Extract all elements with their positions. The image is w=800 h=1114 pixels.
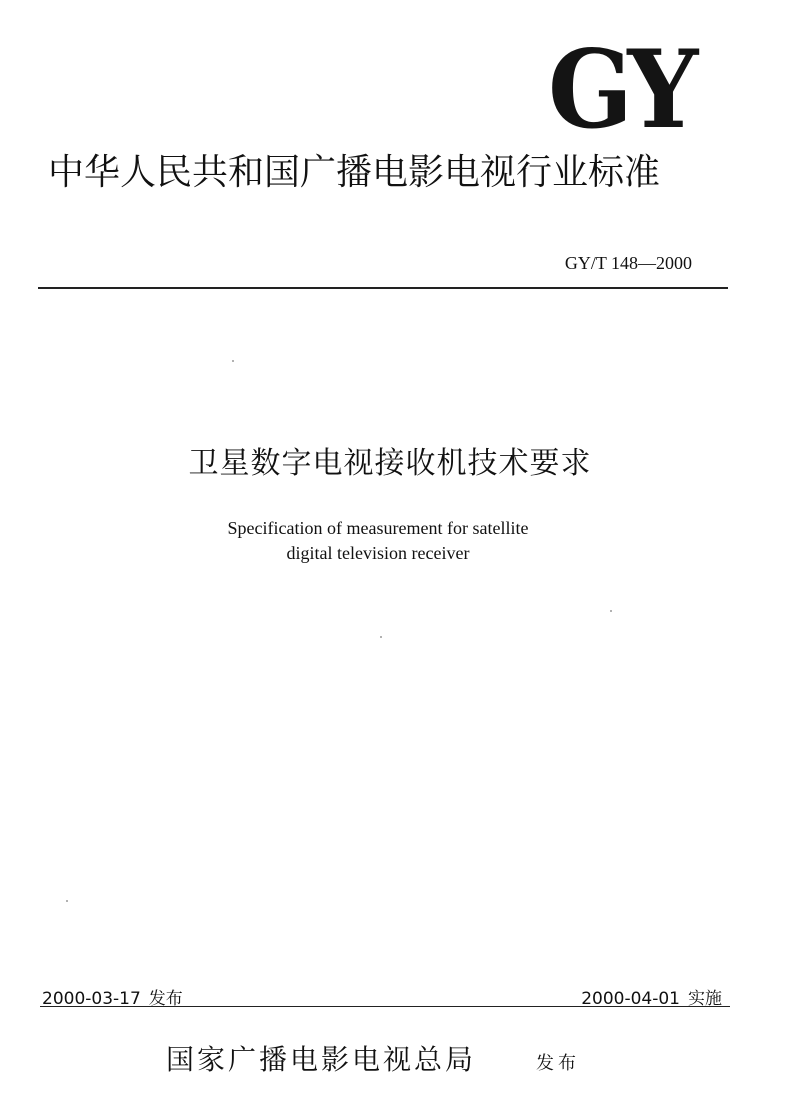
english-title-line-1: Specification of measurement for satellite — [227, 518, 529, 538]
issue-date: 2000-03-17 — [42, 989, 141, 1009]
header-divider — [38, 287, 728, 289]
document-title-english — [0, 516, 756, 566]
scan-speck — [66, 900, 68, 902]
publisher-name: 国家广播电影电视总局 — [166, 1043, 477, 1076]
implement-label: 实施 — [688, 989, 722, 1009]
standard-category-heading: 中华人民共和国广播电影电视行业标准 — [48, 152, 661, 193]
scan-speck — [380, 636, 382, 638]
document-title-chinese: 卫星数字电视接收机技术要求 — [188, 446, 592, 481]
standard-number: GY/T 148—2000 — [564, 253, 692, 273]
scan-speck — [232, 360, 234, 362]
footer-divider — [40, 1006, 730, 1007]
publish-label: 发布 — [536, 1053, 580, 1074]
implement-date: 2000-04-01 — [581, 989, 680, 1009]
english-title-line-2: digital television receiver — [286, 543, 470, 563]
gy-logo: GY — [548, 27, 693, 153]
issue-label: 发布 — [148, 989, 183, 1009]
scan-speck — [610, 610, 612, 612]
